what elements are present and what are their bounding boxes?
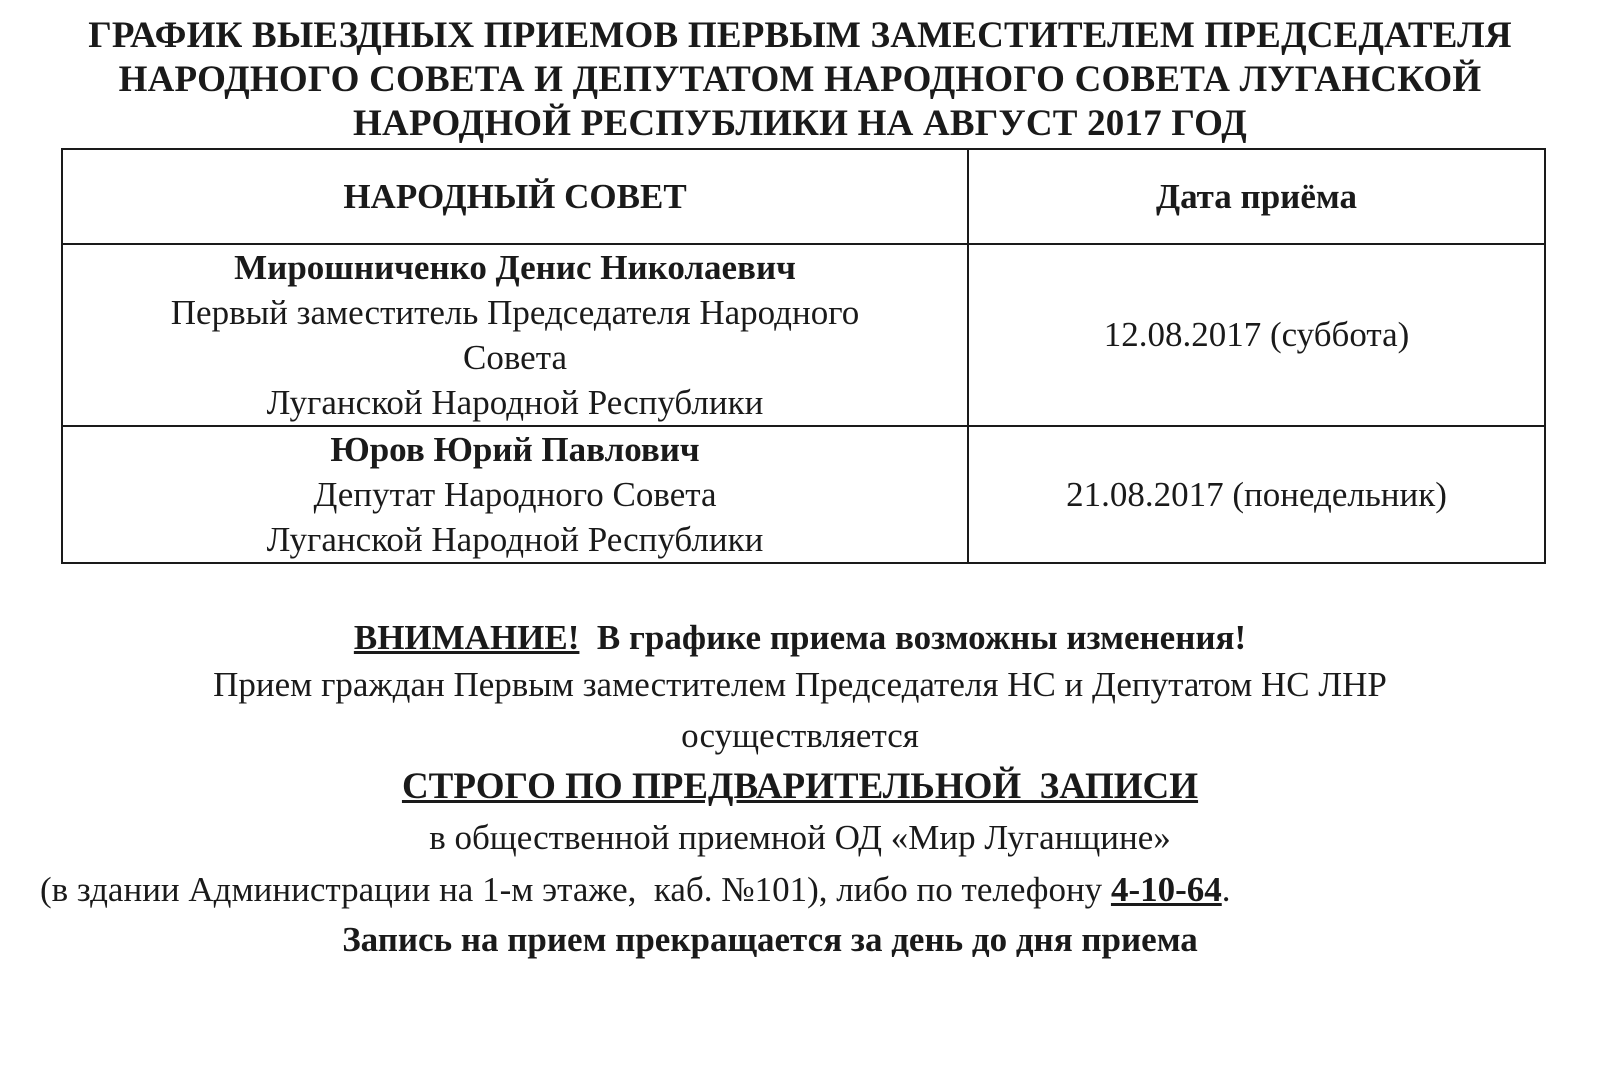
reception-date: 21.08.2017 (понедельник) <box>968 426 1545 563</box>
table-row <box>62 244 1545 426</box>
attention-text: В графике приема возможны изменения! <box>579 618 1247 657</box>
location-text: (в здании Администрации на 1-м этаже, каб. №101), либо по телефону <box>40 870 1111 909</box>
notice-appointment-only: СТРОГО ПО ПРЕДВАРИТЕЛЬНОЙ ЗАПИСИ <box>401 766 1199 807</box>
official-position-line: Депутат Народного Совета <box>313 475 717 514</box>
official-cell <box>62 244 968 426</box>
phone-number: 4-10-64 <box>1110 870 1222 909</box>
notice-line-carried-out: осуществляется <box>681 716 919 755</box>
official-position-line: Луганской Народной Республики <box>266 520 764 559</box>
header-date: Дата приёма <box>968 149 1545 244</box>
table-header-row <box>62 149 1545 244</box>
official-position-line: Луганской Народной Республики <box>266 383 764 422</box>
official-cell <box>62 426 968 563</box>
notice-line-reception: Прием граждан Первым заместителем Председателя НС и Депутатом НС ЛНР <box>213 665 1387 704</box>
notice-deadline: Запись на прием прекращается за день до дня приема <box>342 920 1198 959</box>
schedule-table <box>61 148 1546 564</box>
attention-word: ВНИМАНИЕ! <box>353 618 580 657</box>
notice-office: в общественной приемной ОД «Мир Луганщине» <box>429 818 1171 857</box>
location-suffix: . <box>1221 870 1231 909</box>
document-title <box>0 14 1600 146</box>
title-line-1: ГРАФИК ВЫЕЗДНЫХ ПРИЕМОВ ПЕРВЫМ ЗАМЕСТИТЕЛЕМ ПРЕДСЕДАТЕЛЯ <box>88 15 1512 56</box>
title-line-3: НАРОДНОЙ РЕСПУБЛИКИ НА АВГУСТ 2017 ГОД <box>353 103 1247 144</box>
reception-date: 12.08.2017 (суббота) <box>968 244 1545 426</box>
title-line-2: НАРОДНОГО СОВЕТА И ДЕПУТАТОМ НАРОДНОГО СОВЕТА ЛУГАНСКОЙ <box>118 59 1482 100</box>
notice-location-phone <box>40 870 1231 910</box>
official-name: Юров Юрий Павлович <box>330 430 700 469</box>
table-row <box>62 426 1545 563</box>
official-position-line: Совета <box>463 338 567 377</box>
official-name: Мирошниченко Денис Николаевич <box>234 248 796 287</box>
official-position-line: Первый заместитель Председателя Народного <box>170 293 860 332</box>
header-council: НАРОДНЫЙ СОВЕТ <box>62 149 968 244</box>
attention-notice <box>0 618 1600 658</box>
